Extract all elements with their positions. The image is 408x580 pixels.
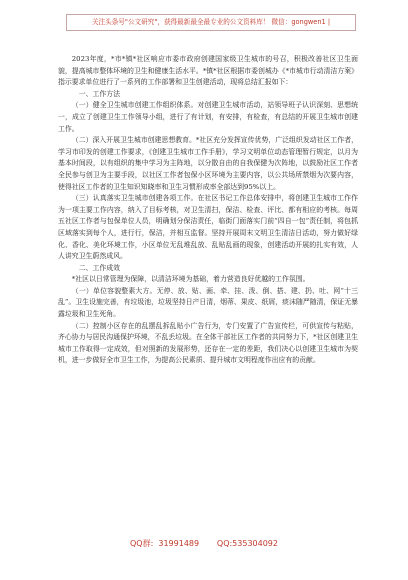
body-paragraph: *社区以日常管理为保障，以清洁环境为基础，着力营造良好优越的工作氛围。 <box>71 275 310 284</box>
body-paragraph: （二）控制小区存在的乱摆乱拆乱贴小广告行为，专门安置了广告宣传栏，可供宣传与粘贴，齐心协力与居民沟通保护环境，不乱丢垃圾。在全体干部社区工作者的共同努力下，*社区创建卫生城市工作取得一定成效，但对照新的发展形势，还存在一定的差距，我们决心以创建卫生城市为契机，进一步做好全市卫生工作，为提高公民素质、提升城市文明程度作出应有的贡献。 <box>58 321 358 365</box>
body-paragraph: （二）深入开展卫生城市创建思想教育。*社区充分发挥宣传优势，广泛组织发动社区工作者，学习市印发的创建工作要求，《创建卫生城市工作手册》，学习文明单位动态管理暂行规定，以月为基本时间段，以有组织的集中学习为主阵地，以分散自由的自我保健为次阵地，以鼓励社区工作者全民参与创卫为主要手段，以社区工作者包保小区环境为主要内容，以公共场所禁烟为次要内容，使得社区工作者的卫生知识知晓率和卫生习惯形成率全部达到95%以上。 <box>58 136 358 191</box>
body-paragraph: （一）健全卫生城市创建工作组织体系。对创建卫生城市活动，站领导班子认识深刻、思想统一，成立了创建卫生工作领导小组，进行了有计划，有安排，有检查，有总结的开展卫生城市创建工作。 <box>58 101 358 133</box>
section-heading: 一、工作方法 <box>78 89 121 98</box>
document-body <box>58 54 358 367</box>
body-paragraph: （一）单位容貌整素大方。无停、放、贴、画、牵、挂、泼、倒、搭、建、扔、吐、网“十三乱”。卫生设施完善，有垃圾池，垃圾坚持日产日清，烟蒂、果皮、纸屑，痰沫随严随清，保证无暴露垃圾和卫生死角。 <box>58 286 358 319</box>
footer-contact: QQ群: 31991489 QQ:535304092 <box>130 539 278 548</box>
body-paragraph: （三）认真落实卫生城市创建各项工作。在社区书记工作总体安排中，将创建卫生城市工作作为一项主要工作内容，纳入了目标考核，对卫生清扫，保洁、检查、评比、都有相应的考核。每周五社区工作者与包保单位人员，明确划分保洁责任，临街门面落实门前“四自一包”责任制，将包抓区域落实到每个人，进行行，保洁，并相互监督。坚持开展周末文明卫生清洁日活动，努力做好绿化、香化、美化环境工作，小区单位无乱堆乱放、乱贴乱画的现象，创建活动开展的扎实有效，人人讲究卫生蔚然成风。 <box>58 194 358 261</box>
header-banner: 关注头条号"公文研究"，获得最新最全最专业的公文资料库！ 微信：gongwen1 | <box>66 14 356 31</box>
intro-paragraph: 2023年度，*市*镇*社区响应市委市政府创建国家级卫生城市的号召，积极改善社区卫生面貌，提高城市整体环境的卫生和健康生活水平。*镇*社区根据市委创城办《*市城市行动清洁方案》指示要求单位进行了一系列的工作部署和卫生创建活动，现将总结汇报如下： <box>58 55 358 87</box>
section-heading: 二、工作成效 <box>78 263 121 272</box>
